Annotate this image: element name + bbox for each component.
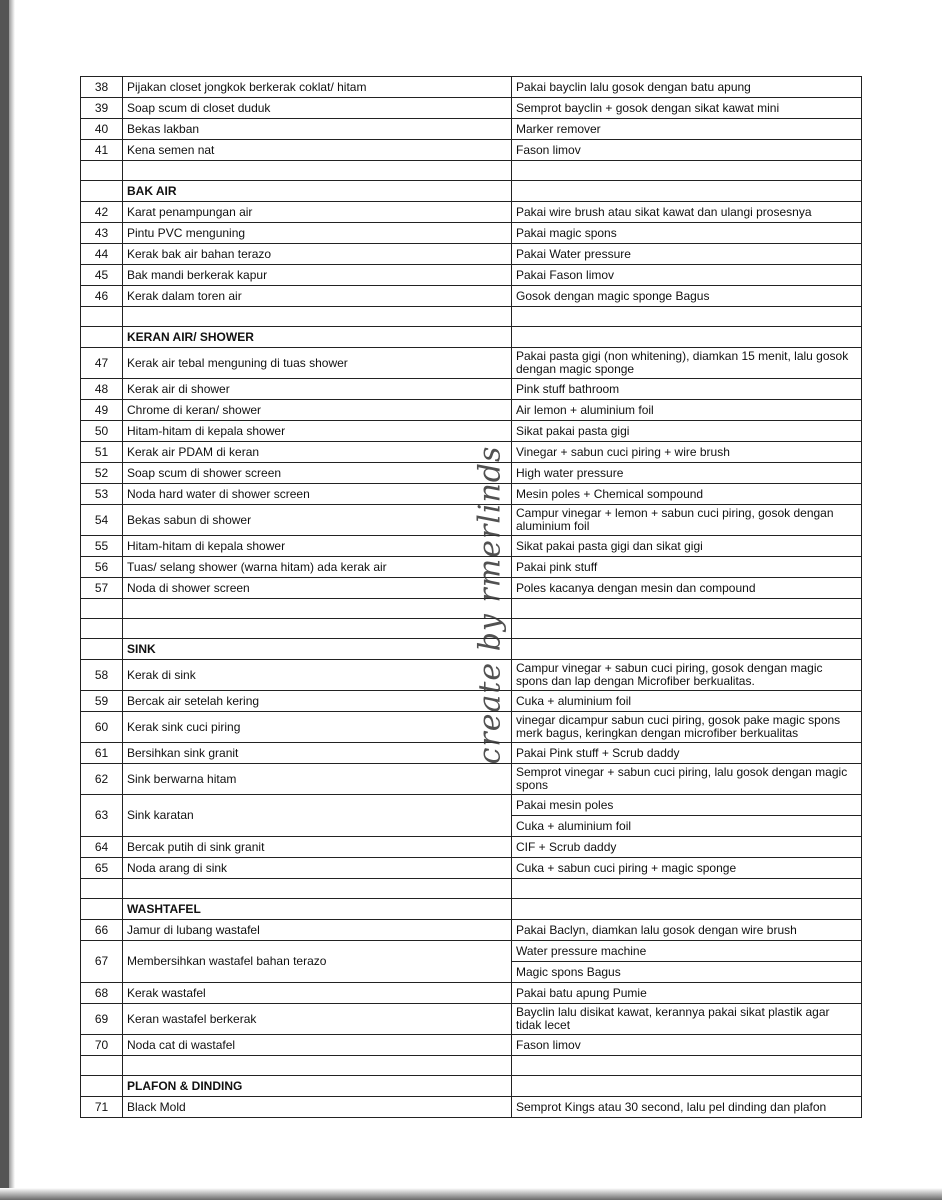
table-row [81, 536, 862, 557]
table-row [81, 286, 862, 307]
item-number: 45 [81, 265, 123, 286]
problem-cell: Tuas/ selang shower (warna hitam) ada kerak air [123, 557, 512, 578]
table-row [81, 578, 862, 599]
item-number: 48 [81, 379, 123, 400]
blank-row [81, 161, 862, 181]
solution-cell [512, 899, 862, 920]
solution-cell [512, 619, 862, 639]
table-row [81, 941, 862, 962]
problem-cell: Kena semen nat [123, 140, 512, 161]
solution-cell: Pakai Water pressure [512, 244, 862, 265]
problem-cell: Kerak air tebal menguning di tuas shower [123, 348, 512, 379]
problem-cell: Sink karatan [123, 795, 512, 837]
problem-cell: Noda cat di wastafel [123, 1035, 512, 1056]
blank-row [81, 619, 862, 639]
problem-cell: Soap scum di shower screen [123, 463, 512, 484]
table-row [81, 140, 862, 161]
section-row [81, 639, 862, 660]
table-row [81, 1035, 862, 1056]
problem-cell: Kerak air di shower [123, 379, 512, 400]
problem-cell [123, 1056, 512, 1076]
table-row [81, 858, 862, 879]
item-number: 68 [81, 983, 123, 1004]
solution-cell [512, 639, 862, 660]
solution-cell: Water pressure machine [512, 941, 862, 962]
problem-cell: Pijakan closet jongkok berkerak coklat/ hitam [123, 77, 512, 98]
problem-cell: Kerak bak air bahan terazo [123, 244, 512, 265]
table-row [81, 98, 862, 119]
item-number: 64 [81, 837, 123, 858]
table-row [81, 463, 862, 484]
page-shadow-left-gradient [9, 0, 15, 1200]
problem-cell: Pintu PVC menguning [123, 223, 512, 244]
table-row [81, 557, 862, 578]
solution-cell: Vinegar + sabun cuci piring + wire brush [512, 442, 862, 463]
item-number: 62 [81, 764, 123, 795]
item-number: 67 [81, 941, 123, 983]
item-number: 41 [81, 140, 123, 161]
section-title: KERAN AIR/ SHOWER [123, 327, 512, 348]
solution-cell: Bayclin lalu disikat kawat, kerannya pakai sikat plastik agar tidak lecet [512, 1004, 862, 1035]
solution-cell [512, 307, 862, 327]
table-row [81, 660, 862, 691]
solution-cell [512, 879, 862, 899]
blank-row [81, 1056, 862, 1076]
solution-cell: Semprot vinegar + sabun cuci piring, lalu gosok dengan magic spons [512, 764, 862, 795]
table-body [81, 77, 862, 1118]
table-row [81, 983, 862, 1004]
problem-cell: Kerak di sink [123, 660, 512, 691]
item-number: 53 [81, 484, 123, 505]
item-number: 71 [81, 1097, 123, 1118]
problem-cell: Kerak wastafel [123, 983, 512, 1004]
section-title: WASHTAFEL [123, 899, 512, 920]
no-cell [81, 879, 123, 899]
no-cell [81, 619, 123, 639]
item-number: 51 [81, 442, 123, 463]
table-row [81, 77, 862, 98]
cleaning-tips-table [80, 76, 862, 1118]
table-row [81, 442, 862, 463]
solution-cell: Campur vinegar + sabun cuci piring, gosok dengan magic spons dan lap dengan Microfiber berkualitas. [512, 660, 862, 691]
item-number: 50 [81, 421, 123, 442]
table-row [81, 691, 862, 712]
solution-cell: Fason limov [512, 140, 862, 161]
problem-cell [123, 307, 512, 327]
solution-cell: Pink stuff bathroom [512, 379, 862, 400]
problem-cell [123, 161, 512, 181]
solution-cell: Pakai batu apung Pumie [512, 983, 862, 1004]
item-number: 57 [81, 578, 123, 599]
item-number: 47 [81, 348, 123, 379]
item-number: 55 [81, 536, 123, 557]
table-row [81, 1004, 862, 1035]
solution-cell: Pakai bayclin lalu gosok dengan batu apung [512, 77, 862, 98]
problem-cell: Soap scum di closet duduk [123, 98, 512, 119]
problem-cell: Karat penampungan air [123, 202, 512, 223]
item-number: 70 [81, 1035, 123, 1056]
item-number: 59 [81, 691, 123, 712]
no-cell [81, 899, 123, 920]
solution-cell: Pakai Fason limov [512, 265, 862, 286]
solution-cell [512, 1076, 862, 1097]
item-number: 46 [81, 286, 123, 307]
blank-row [81, 307, 862, 327]
table-row [81, 119, 862, 140]
item-number: 69 [81, 1004, 123, 1035]
item-number: 56 [81, 557, 123, 578]
item-number: 42 [81, 202, 123, 223]
no-cell [81, 307, 123, 327]
solution-cell: Pakai pink stuff [512, 557, 862, 578]
table-row [81, 837, 862, 858]
table-row [81, 505, 862, 536]
table-row [81, 743, 862, 764]
section-row [81, 1076, 862, 1097]
problem-cell: Bercak putih di sink granit [123, 837, 512, 858]
solution-cell: Pakai Baclyn, diamkan lalu gosok dengan wire brush [512, 920, 862, 941]
solution-cell: Marker remover [512, 119, 862, 140]
problem-cell: Bercak air setelah kering [123, 691, 512, 712]
table-row [81, 348, 862, 379]
section-title: PLAFON & DINDING [123, 1076, 512, 1097]
table-row [81, 920, 862, 941]
table-row [81, 712, 862, 743]
table-row [81, 379, 862, 400]
item-number: 43 [81, 223, 123, 244]
table-row [81, 202, 862, 223]
problem-cell: Noda arang di sink [123, 858, 512, 879]
solution-cell [512, 327, 862, 348]
item-number: 39 [81, 98, 123, 119]
blank-row [81, 879, 862, 899]
solution-cell: vinegar dicampur sabun cuci piring, gosok pake magic spons merk bagus, keringkan dengan microfiber berkualitas [512, 712, 862, 743]
problem-cell: Kerak sink cuci piring [123, 712, 512, 743]
problem-cell: Noda di shower screen [123, 578, 512, 599]
item-number: 65 [81, 858, 123, 879]
problem-cell: Chrome di keran/ shower [123, 400, 512, 421]
solution-cell: Cuka + aluminium foil [512, 816, 862, 837]
solution-cell: Fason limov [512, 1035, 862, 1056]
item-number: 63 [81, 795, 123, 837]
solution-cell: Mesin poles + Chemical sompound [512, 484, 862, 505]
solution-cell: Gosok dengan magic sponge Bagus [512, 286, 862, 307]
item-number: 40 [81, 119, 123, 140]
solution-cell [512, 161, 862, 181]
table-row [81, 400, 862, 421]
item-number: 54 [81, 505, 123, 536]
problem-cell: Keran wastafel berkerak [123, 1004, 512, 1035]
document-page [80, 76, 861, 1118]
page-shadow-bottom [0, 1188, 942, 1200]
solution-cell: Pakai pasta gigi (non whitening), diamkan 15 menit, lalu gosok dengan magic sponge [512, 348, 862, 379]
solution-cell: Magic spons Bagus [512, 962, 862, 983]
solution-cell: Air lemon + aluminium foil [512, 400, 862, 421]
solution-cell: Pakai magic spons [512, 223, 862, 244]
table-row [81, 223, 862, 244]
item-number: 58 [81, 660, 123, 691]
problem-cell: Black Mold [123, 1097, 512, 1118]
solution-cell: Sikat pakai pasta gigi [512, 421, 862, 442]
problem-cell: Jamur di lubang wastafel [123, 920, 512, 941]
no-cell [81, 1076, 123, 1097]
section-row [81, 181, 862, 202]
problem-cell: Bekas lakban [123, 119, 512, 140]
no-cell [81, 1056, 123, 1076]
solution-cell: Pakai Pink stuff + Scrub daddy [512, 743, 862, 764]
problem-cell: Kerak air PDAM di keran [123, 442, 512, 463]
item-number: 52 [81, 463, 123, 484]
problem-cell: Membersihkan wastafel bahan terazo [123, 941, 512, 983]
no-cell [81, 639, 123, 660]
section-title: BAK AIR [123, 181, 512, 202]
blank-row [81, 599, 862, 619]
item-number: 60 [81, 712, 123, 743]
item-number: 38 [81, 77, 123, 98]
solution-cell: CIF + Scrub daddy [512, 837, 862, 858]
no-cell [81, 327, 123, 348]
watermark-text: create by rmerlinds [472, 445, 508, 765]
solution-cell: Poles kacanya dengan mesin dan compound [512, 578, 862, 599]
section-title: SINK [123, 639, 512, 660]
solution-cell: Pakai mesin poles [512, 795, 862, 816]
page-shadow-left [0, 0, 9, 1200]
table-row [81, 421, 862, 442]
table-row [81, 764, 862, 795]
no-cell [81, 161, 123, 181]
solution-cell: Semprot bayclin + gosok dengan sikat kawat mini [512, 98, 862, 119]
problem-cell [123, 619, 512, 639]
problem-cell: Bekas sabun di shower [123, 505, 512, 536]
no-cell [81, 181, 123, 202]
problem-cell [123, 599, 512, 619]
solution-cell: Pakai wire brush atau sikat kawat dan ulangi prosesnya [512, 202, 862, 223]
solution-cell [512, 181, 862, 202]
section-row [81, 899, 862, 920]
problem-cell: Bersihkan sink granit [123, 743, 512, 764]
item-number: 49 [81, 400, 123, 421]
section-row [81, 327, 862, 348]
problem-cell: Hitam-hitam di kepala shower [123, 536, 512, 557]
table-row [81, 244, 862, 265]
problem-cell: Noda hard water di shower screen [123, 484, 512, 505]
item-number: 66 [81, 920, 123, 941]
solution-cell: High water pressure [512, 463, 862, 484]
table-row [81, 795, 862, 816]
solution-cell: Semprot Kings atau 30 second, lalu pel dinding dan plafon [512, 1097, 862, 1118]
item-number: 44 [81, 244, 123, 265]
problem-cell: Bak mandi berkerak kapur [123, 265, 512, 286]
item-number: 61 [81, 743, 123, 764]
problem-cell: Sink berwarna hitam [123, 764, 512, 795]
problem-cell [123, 879, 512, 899]
table-row [81, 1097, 862, 1118]
solution-cell: Campur vinegar + lemon + sabun cuci piring, gosok dengan aluminium foil [512, 505, 862, 536]
table-row [81, 265, 862, 286]
problem-cell: Kerak dalam toren air [123, 286, 512, 307]
table-row [81, 484, 862, 505]
solution-cell [512, 599, 862, 619]
problem-cell: Hitam-hitam di kepala shower [123, 421, 512, 442]
solution-cell: Cuka + aluminium foil [512, 691, 862, 712]
no-cell [81, 599, 123, 619]
solution-cell: Cuka + sabun cuci piring + magic sponge [512, 858, 862, 879]
solution-cell [512, 1056, 862, 1076]
solution-cell: Sikat pakai pasta gigi dan sikat gigi [512, 536, 862, 557]
